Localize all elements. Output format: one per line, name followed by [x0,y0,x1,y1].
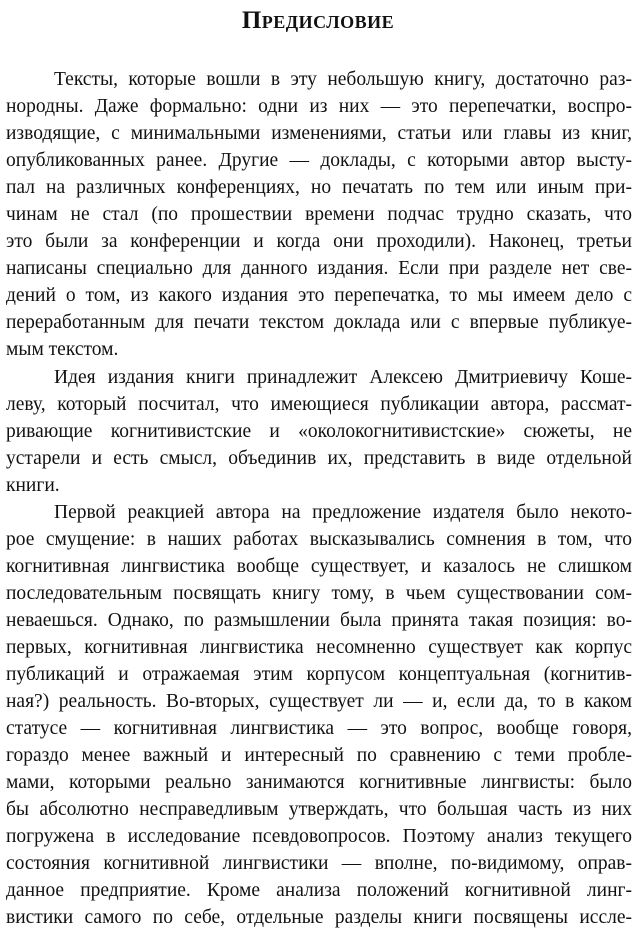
text-line: данное предприятие. Кроме анализа положений когнитивной линг- [6,880,632,902]
text-line: Идея издания книги принадлежит Алексею Дмитриевичу Коше- [54,366,632,388]
text-line: мым текстом. [6,339,119,361]
text-line: книги. [6,474,60,496]
text-line: ривающие когнитивистские и «околокогнитивистские» сюжеты, не [6,420,632,442]
text-line: нородны. Даже формально: одни из них — это перепечатки, воспро- [6,96,632,118]
text-line: пал на различных конференциях, но печатать по тем или иным при- [6,177,632,199]
text-line: состояния когнитивной лингвистики — вполне, по-видимому, оправ- [6,853,632,875]
text-line: погружена в исследование псевдовопросов. Поэтому анализ текущего [6,826,632,848]
text-line: устарели и есть смысл, объединив их, представить в виде отдельной [6,447,632,469]
text-line: публикаций и отражаемая этим корпусом концептуальная (когнитив- [6,664,632,686]
text-line: изводящие, с минимальными изменениями, статьи или главы из книг, [6,123,632,145]
text-line: ная?) реальность. Во-вторых, существует ли — и, если да, то в каком [6,691,632,713]
text-line: рое смущение: в наших работах высказывались сомнения в том, что [6,528,632,550]
text-line: неваешься. Однако, по размышлении была принята такая позиция: во- [6,609,632,631]
text-line: это были за конференции и когда они проходили). Наконец, третьи [6,231,632,253]
body-text [6,66,632,932]
text-line: мами, которыми реально занимаются когнитивные лингвисты: было [6,772,632,794]
text-line: Первой реакцией автора на предложение издателя было некото- [54,501,632,523]
text-line: дений о том, из какого издания это перепечатка, то мы имеем дело с [6,285,632,307]
text-line: чинам не стал (по прошествии времени подчас трудно сказать, что [6,204,632,226]
text-line: бы абсолютно несправедливым утверждать, что большая часть из них [6,799,632,821]
text-line: первых, когнитивная лингвистика несомненно существует как корпус [6,636,632,658]
text-line: написаны специально для данного издания. Если при разделе нет све- [6,258,632,280]
text-line: леву, который посчитал, что имеющиеся публикации автора, рассмат- [6,393,632,415]
page-title: Предисловие [241,7,395,34]
text-line: статусе — когнитивная лингвистика — это вопрос, вообще говоря, [6,718,632,740]
text-line: вистики самого по себе, отдельные разделы книги посвящены иссле- [6,907,632,929]
text-line: переработанным для печати текстом доклада или с впервые публикуе- [6,312,632,334]
text-line: когнитивная лингвистика вообще существует, и казалось не слишком [6,555,632,577]
text-line: опубликованных ранее. Другие — доклады, с которыми автор высту- [6,150,632,172]
text-line: Тексты, которые вошли в эту небольшую книгу, достаточно раз- [54,69,632,90]
text-line: последовательным посвящать книгу тому, в чьем существовании сом- [6,582,632,604]
text-line: гораздо менее важный и интересный по сравнению с теми пробле- [6,745,632,767]
